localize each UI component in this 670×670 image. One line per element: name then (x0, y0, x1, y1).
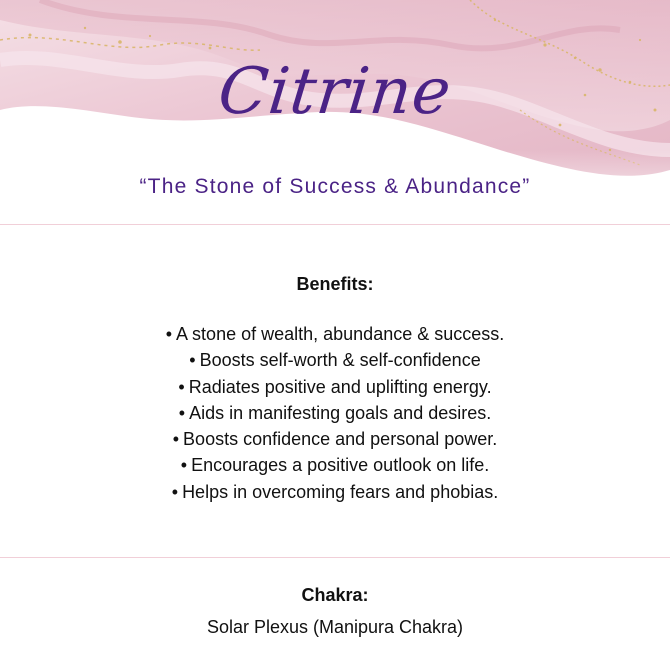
list-item (0, 426, 670, 452)
list-item (0, 347, 670, 373)
list-item-text: Helps in overcoming fears and phobias. (182, 481, 499, 502)
bullet-icon: • (171, 481, 179, 502)
bullet-icon: • (180, 455, 188, 476)
page-title: Citrine (214, 55, 456, 129)
list-item-text: Encourages a positive outlook on life. (191, 455, 490, 476)
tagline: “The Stone of Success & Abundance” (139, 175, 531, 198)
list-item-text: Aids in manifesting goals and desires. (189, 402, 492, 423)
bullet-icon: • (189, 350, 196, 371)
list-item (0, 400, 670, 426)
list-item (0, 321, 670, 347)
bullet-icon: • (178, 402, 186, 423)
list-item (0, 452, 670, 478)
chakra-value: Solar Plexus (Manipura Chakra) (206, 617, 464, 637)
list-item (0, 479, 670, 505)
list-item-text: A stone of wealth, abundance & success. (176, 324, 505, 344)
list-item-text: Boosts self-worth & self-confidence (199, 350, 481, 371)
list-item (0, 374, 670, 400)
bullet-icon: • (178, 376, 185, 397)
list-item-text: Radiates positive and uplifting energy. (188, 376, 492, 397)
chakra-heading: Chakra: (301, 585, 369, 605)
divider (0, 224, 670, 225)
divider (0, 557, 670, 558)
list-item-text: Boosts confidence and personal power. (183, 429, 498, 450)
benefits-heading: Benefits: (296, 274, 374, 294)
benefits-list (0, 321, 670, 505)
bullet-icon: • (172, 429, 180, 450)
bullet-icon: • (165, 324, 173, 344)
